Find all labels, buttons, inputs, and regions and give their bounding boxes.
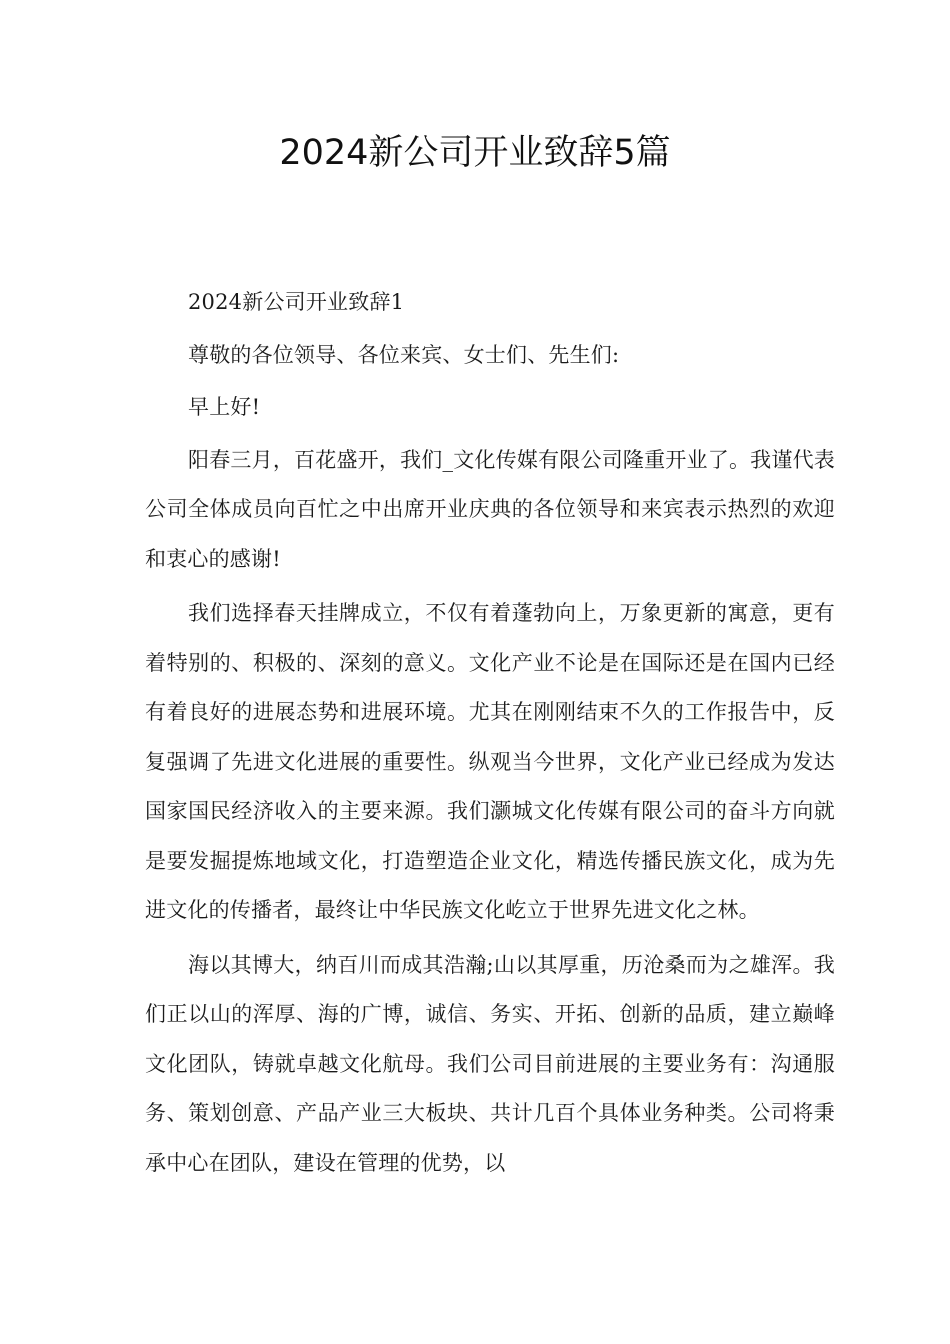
document-title: 2024新公司开业致辞5篇 bbox=[279, 133, 671, 173]
greeting: 早上好! bbox=[188, 395, 261, 419]
section-heading: 2024新公司开业致辞1 bbox=[188, 290, 405, 314]
paragraph-1: 阳春三月，百花盛开，我们_文化传媒有限公司隆重开业了。我谨代表公司全体成员向百忙之中出席开业庆典的各位领导和来宾表示热烈的欢迎和衷心的感谢! bbox=[145, 447, 835, 571]
paragraph-2: 我们选择春天挂牌成立，不仅有着蓬勃向上，万象更新的寓意，更有着特别的、积极的、深刻的意义。文化产业不论是在国际还是在国内已经有着良好的进展态势和进展环境。尤其在刚刚结束不久的工作报告中，反复强调了先进文化进展的重要性。纵观当今世界，文化产业已经成为发达国家国民经济收入的主要来源。我们灏城文化传媒有限公司的奋斗方向就是要发掘提炼地域文化，打造塑造企业文化，精选传播民族文化，成为先进文化的传播者，最终让中华民族文化屹立于世界先进文化之林。 bbox=[145, 601, 835, 922]
salutation: 尊敬的各位领导、各位来宾、女士们、先生们: bbox=[188, 342, 620, 367]
document-body bbox=[145, 278, 835, 1193]
paragraph-3: 海以其博大，纳百川而成其浩瀚;山以其厚重，历沧桑而为之雄浑。我们正以山的浑厚、海的广博，诚信、务实、开拓、创新的品质，建立巅峰文化团队，铸就卓越文化航母。我们公司目前进展的主要业务有：沟通服务、策划创意、产品产业三大板块、共计几百个具体业务种类。公司将秉承中心在团队，建设在管理的优势，以 bbox=[145, 952, 835, 1175]
